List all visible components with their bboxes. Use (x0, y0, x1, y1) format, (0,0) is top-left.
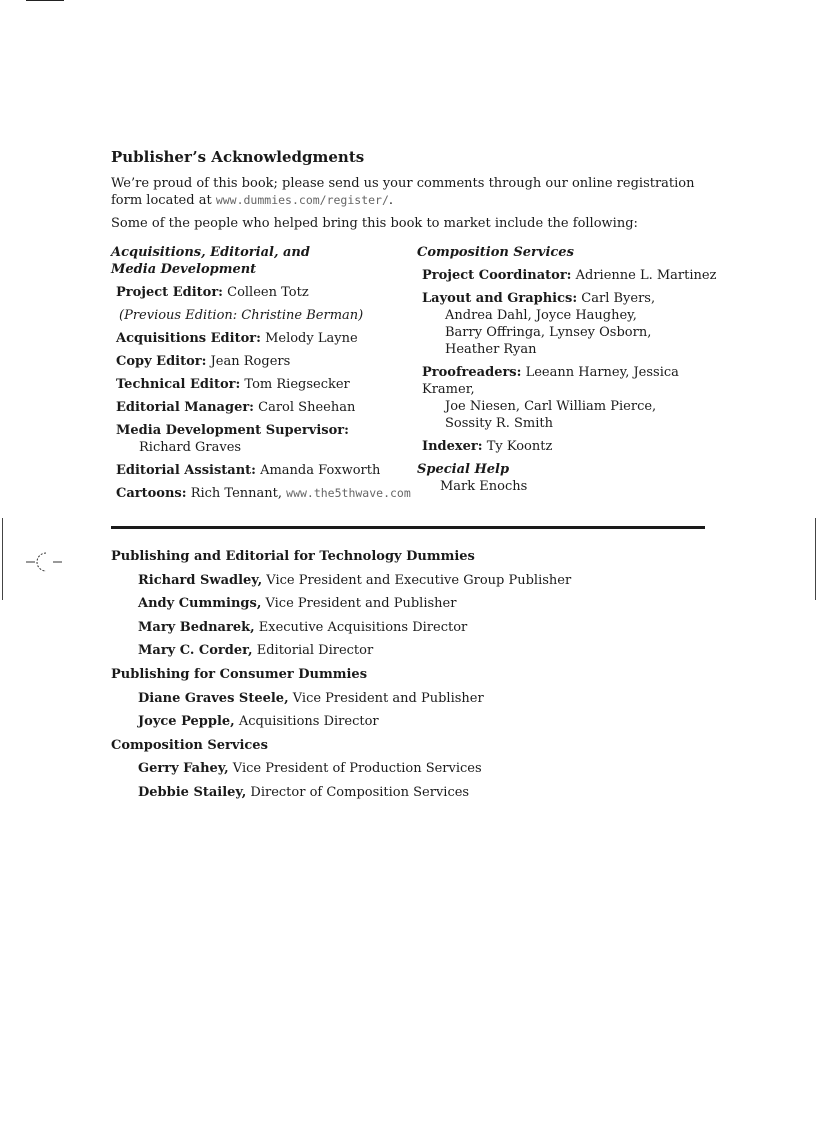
page-title: Publisher’s Acknowledgments (111, 148, 365, 166)
credit-project-editor (116, 284, 411, 301)
left-credits-column (111, 244, 411, 508)
credit-value: Melody Layne (265, 331, 358, 346)
credit-value: Adrienne L. Martinez (575, 268, 717, 283)
credit-value: Ty Koontz (486, 439, 553, 454)
left-heading-line2: Media Development (111, 262, 257, 277)
staff-name: Andy Cummings, (138, 596, 262, 612)
credit-value: Jean Rogers (210, 354, 291, 369)
staff-name: Debbie Stailey, (138, 784, 247, 800)
staff-name: Joyce Pepple, (138, 714, 235, 730)
left-section-heading (111, 244, 411, 278)
registration-mark-icon (26, 551, 66, 573)
left-heading-line1: Acquisitions, Editorial, and (111, 245, 310, 260)
staff-title: Vice President of Production Services (232, 761, 482, 777)
credit-value: Heather Ryan (445, 342, 537, 357)
staff-title: Vice President and Publisher (292, 690, 484, 706)
credits-columns (111, 244, 717, 512)
credit-editorial-assistant (116, 462, 411, 479)
credit-project-coordinator (422, 267, 717, 284)
intro-paragraph (111, 175, 711, 209)
right-section-heading: Composition Services (417, 245, 574, 260)
credit-value: Sossity R. Smith (445, 416, 553, 431)
credit-value: Andrea Dahl, Joyce Haughey, (445, 308, 637, 323)
staff-row (138, 690, 711, 714)
staff-row (138, 713, 711, 737)
section-divider (111, 526, 705, 529)
credit-value: Colleen Totz (227, 285, 309, 300)
credit-label: Technical Editor: (116, 377, 241, 392)
credit-label: Editorial Manager: (116, 400, 254, 415)
credit-label: Indexer: (422, 439, 483, 454)
credit-value: Joe Niesen, Carl William Pierce, (445, 399, 657, 414)
staff-row (138, 760, 711, 784)
credit-label: Acquisitions Editor: (116, 331, 261, 346)
credit-special-help (417, 461, 717, 495)
credit-previous-edition: (Previous Edition: Christine Berman) (119, 308, 364, 323)
staff-title: Executive Acquisitions Director (258, 619, 468, 635)
credit-value: Amanda Foxworth (260, 463, 381, 478)
right-credits-column (417, 244, 717, 501)
publishing-staff (111, 548, 711, 808)
staff-name: Mary Bednarek, (138, 619, 255, 635)
credit-value: Mark Enochs (440, 479, 528, 494)
staff-row (138, 642, 711, 666)
special-help-heading: Special Help (417, 462, 510, 477)
staff-title: Vice President and Executive Group Publisher (266, 572, 572, 588)
staff-name: Richard Swadley, (138, 572, 263, 588)
staff-row (138, 619, 711, 643)
credit-label: Proofreaders: (422, 365, 522, 380)
credit-value: Barry Offringa, Lynsey Osborn, (445, 325, 652, 340)
acknowledgments-page (111, 148, 717, 512)
margin-line-left (2, 518, 3, 600)
staff-title: Director of Composition Services (250, 784, 470, 800)
credit-copy-editor (116, 353, 411, 370)
credit-cartoons (116, 485, 411, 502)
credit-value: Leeann Harney, Jessica Kramer, (422, 365, 679, 397)
credit-label: Media Development Supervisor: (116, 423, 349, 438)
staff-name: Gerry Fahey, (138, 761, 229, 777)
intro-period: . (388, 193, 394, 208)
staff-title: Vice President and Publisher (265, 596, 457, 612)
credit-value: Richard Graves (139, 440, 242, 455)
credit-label: Editorial Assistant: (116, 463, 256, 478)
credit-value: Rich Tennant, (190, 486, 287, 501)
staff-title: Editorial Director (256, 643, 374, 659)
credit-value: Carol Sheehan (258, 400, 356, 415)
credit-technical-editor (116, 376, 411, 393)
credit-label: Project Coordinator: (422, 268, 572, 283)
crop-mark-top (26, 0, 64, 1)
credit-editorial-manager (116, 399, 411, 416)
group-heading-technology: Publishing and Editorial for Technology Dummies (111, 549, 475, 564)
credit-label: Cartoons: (116, 486, 187, 501)
credit-label: Project Editor: (116, 285, 223, 300)
credit-media-supervisor (116, 422, 411, 456)
intro-helpers: Some of the people who helped bring this book to market include the following: (111, 216, 638, 231)
cartoons-url[interactable]: www.the5thwave.com (286, 486, 411, 500)
group-heading-consumer: Publishing for Consumer Dummies (111, 666, 368, 682)
credit-proofreaders (422, 364, 717, 432)
credit-value: Carl Byers, (581, 291, 656, 306)
credit-layout-graphics (422, 290, 717, 358)
staff-title: Acquisitions Director (238, 714, 379, 730)
credit-indexer (422, 438, 717, 455)
intro-text: We’re proud of this book; please send us your comments through our online registration form located at (111, 176, 695, 208)
credit-value: Tom Riegsecker (244, 377, 350, 392)
credit-label: Layout and Graphics: (422, 291, 578, 306)
credit-label: Copy Editor: (116, 354, 207, 369)
staff-row (138, 572, 711, 596)
credit-acquisitions-editor (116, 330, 411, 347)
group-heading-composition: Composition Services (111, 737, 268, 753)
staff-row (138, 595, 711, 619)
register-url[interactable]: www.dummies.com/register/ (215, 193, 389, 207)
staff-name: Diane Graves Steele, (138, 690, 289, 706)
staff-row (138, 784, 711, 808)
staff-name: Mary C. Corder, (138, 643, 253, 659)
